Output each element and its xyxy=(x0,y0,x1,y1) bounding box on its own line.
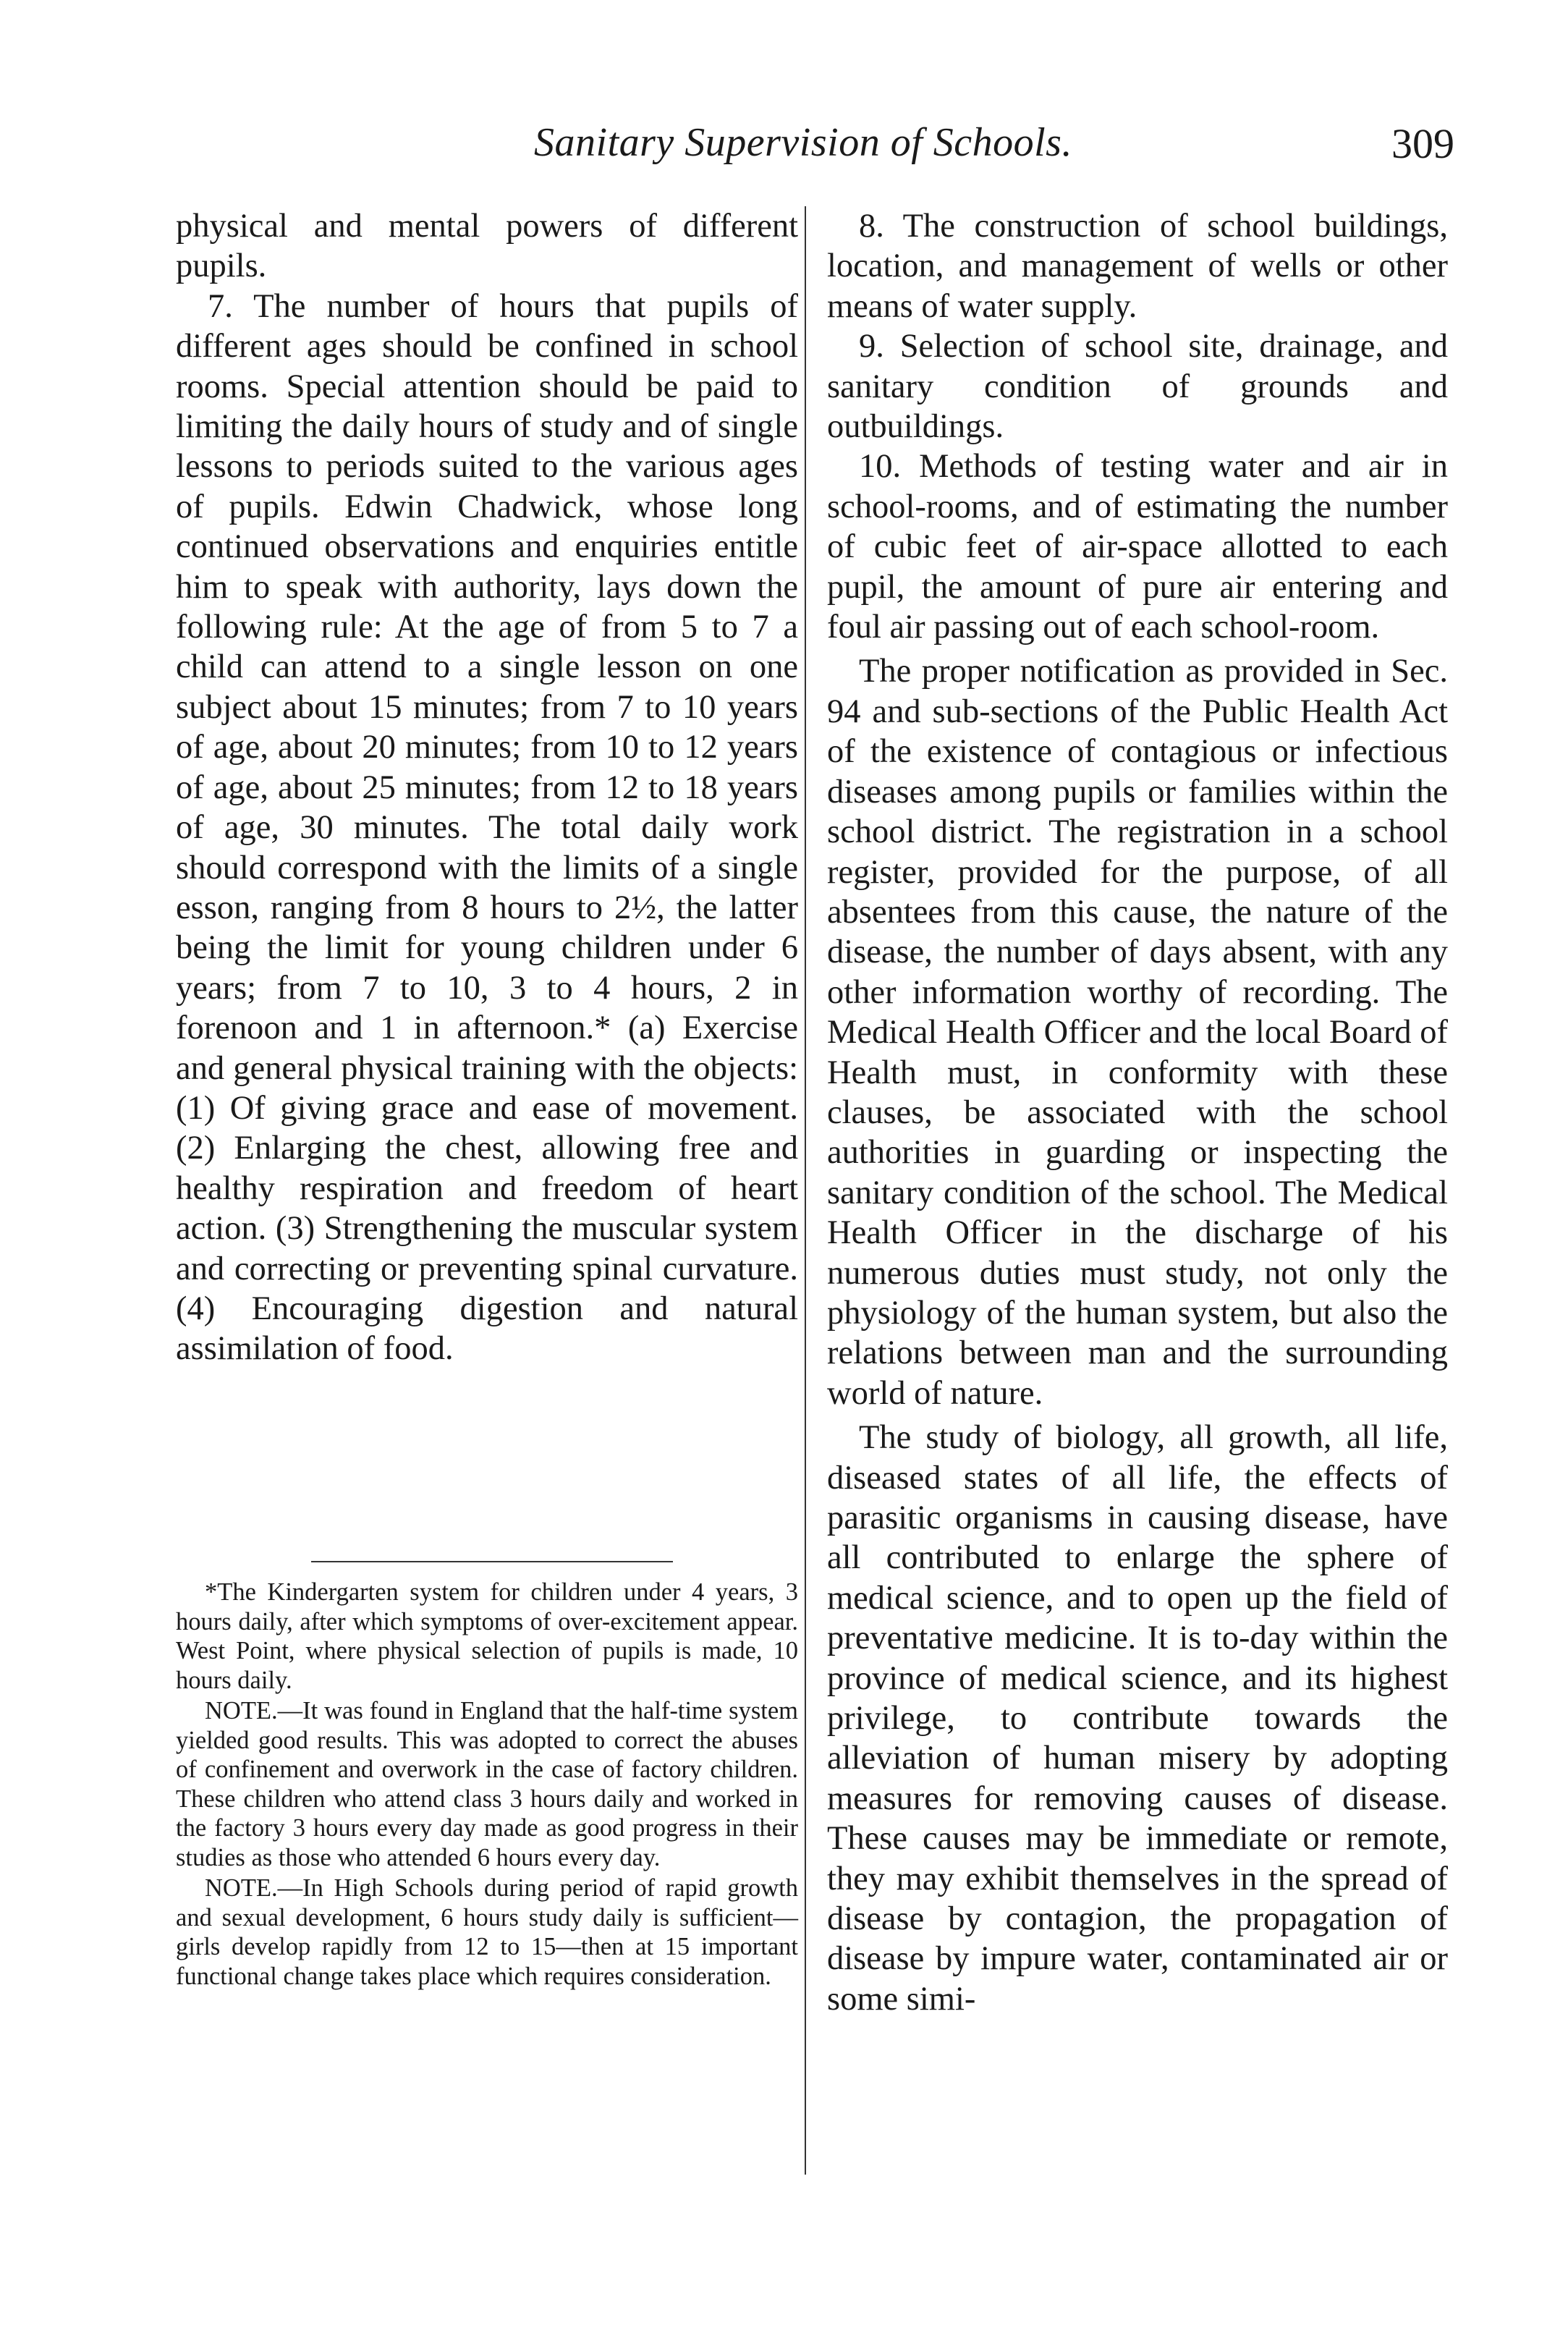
footnote: NOTE.—In High Schools during period of rapid growth and sexual development, 6 hours study daily is sufficient—girls develop rapidly from 12 to 15—then at 15 important functional change takes place which requires consideration. xyxy=(176,1874,798,1990)
right-column xyxy=(827,206,1448,2019)
paragraph: 9. Selection of school site, drainage, and sanitary condition of grounds and outbuildings. xyxy=(827,328,1448,446)
paragraph: 7. The number of hours that pupils of different ages should be confined in school rooms. Special attention should be paid to limiting the daily hours of study and of single lessons to periods suited to the various ages of pupils. Edwin Chadwick, whose long continued observations and enquiries entitle him to speak with authority, lays down the following rule: At the age of from 5 to 7 a child can attend to a single lesson on one subject about 15 minutes; from 7 to 10 years of age, about 20 minutes; from 10 to 12 years of age, about 25 minutes; from 12 to 18 years of age, 30 minutes. The total daily work should correspond with the limits of a single esson, ranging from 8 hours to 2½, the latter being the limit for young children under 6 years; from 7 to 10, 3 to 4 hours, 2 in forenoon and 1 in afternoon.* (a) Exercise and general physical training with the objects: (1) Of giving grace and ease of movement. (2) Enlarging the chest, allowing free and healthy respiration and freedom of heart action. (3) Strengthening the muscular system and correcting or preventing spinal curvature. (4) Encouraging digestion and natural assimilation of food. xyxy=(176,287,798,1368)
paragraph: The study of biology, all growth, all life, diseased states of all life, the effects of parasitic organisms in causing disease, have all contributed to enlarge the sphere of medical science, and to open up the field of preventative medicine. It is to-day within the province of medical science, and its highest privilege, to contribute towards the alleviation of human misery by adopting measures for removing causes of disease. These causes may be immediate or remote, they may exhibit themselves in the spread of disease by contagion, the propagation of disease by impure water, contaminated air or some simi- xyxy=(827,1419,1448,2018)
footnote: *The Kindergarten system for children under 4 years, 3 hours daily, after which symptoms of over-excitement appear. West Point, where physical selection of pupils is made, 10 hours daily. xyxy=(176,1578,798,1694)
footnote: NOTE.—It was found in England that the half-time system yielded good results. This was adopted to correct the abuses of confinement and overwork in the case of factory children. These children who attend class 3 hours daily and worked in the factory 3 hours every day made as good progress in their studies as those who attended 6 hours every day. xyxy=(176,1697,798,1871)
footnotes xyxy=(176,1578,798,1992)
page-number: 309 xyxy=(1391,120,1454,167)
footnote-separator xyxy=(311,1561,673,1562)
running-title: Sanitary Supervision of Schools. xyxy=(534,120,1072,165)
paragraph: physical and mental powers of different pupils. xyxy=(176,208,798,285)
paragraph: 10. Methods of testing water and air in school-rooms, and of estimating the number of cubic feet of air-space allotted to each pupil, the amount of pure air entering and foul air passing out of each school-room. xyxy=(827,448,1448,646)
paragraph: 8. The construction of school buildings, location, and management of wells or other means of water supply. xyxy=(827,208,1448,325)
paragraph: The proper notification as provided in Sec. 94 and sub-sections of the Public Health Act of the existence of contagious or infectious diseases among pupils or families within the school district. The registration in a school register, provided for the purpose, of all absentees from this cause, the nature of the disease, the number of days absent, with any other information worthy of recording. The Medical Health Officer and the local Board of Health must, in conformity with these clauses, be associated with the school authorities in guarding or inspecting the sanitary condition of the school. The Medical Health Officer in the discharge of his numerous duties must study, not only the physiology of the human system, but also the relations between man and the surrounding world of nature. xyxy=(827,653,1448,1412)
left-column xyxy=(176,206,798,1369)
column-divider xyxy=(805,206,806,2175)
